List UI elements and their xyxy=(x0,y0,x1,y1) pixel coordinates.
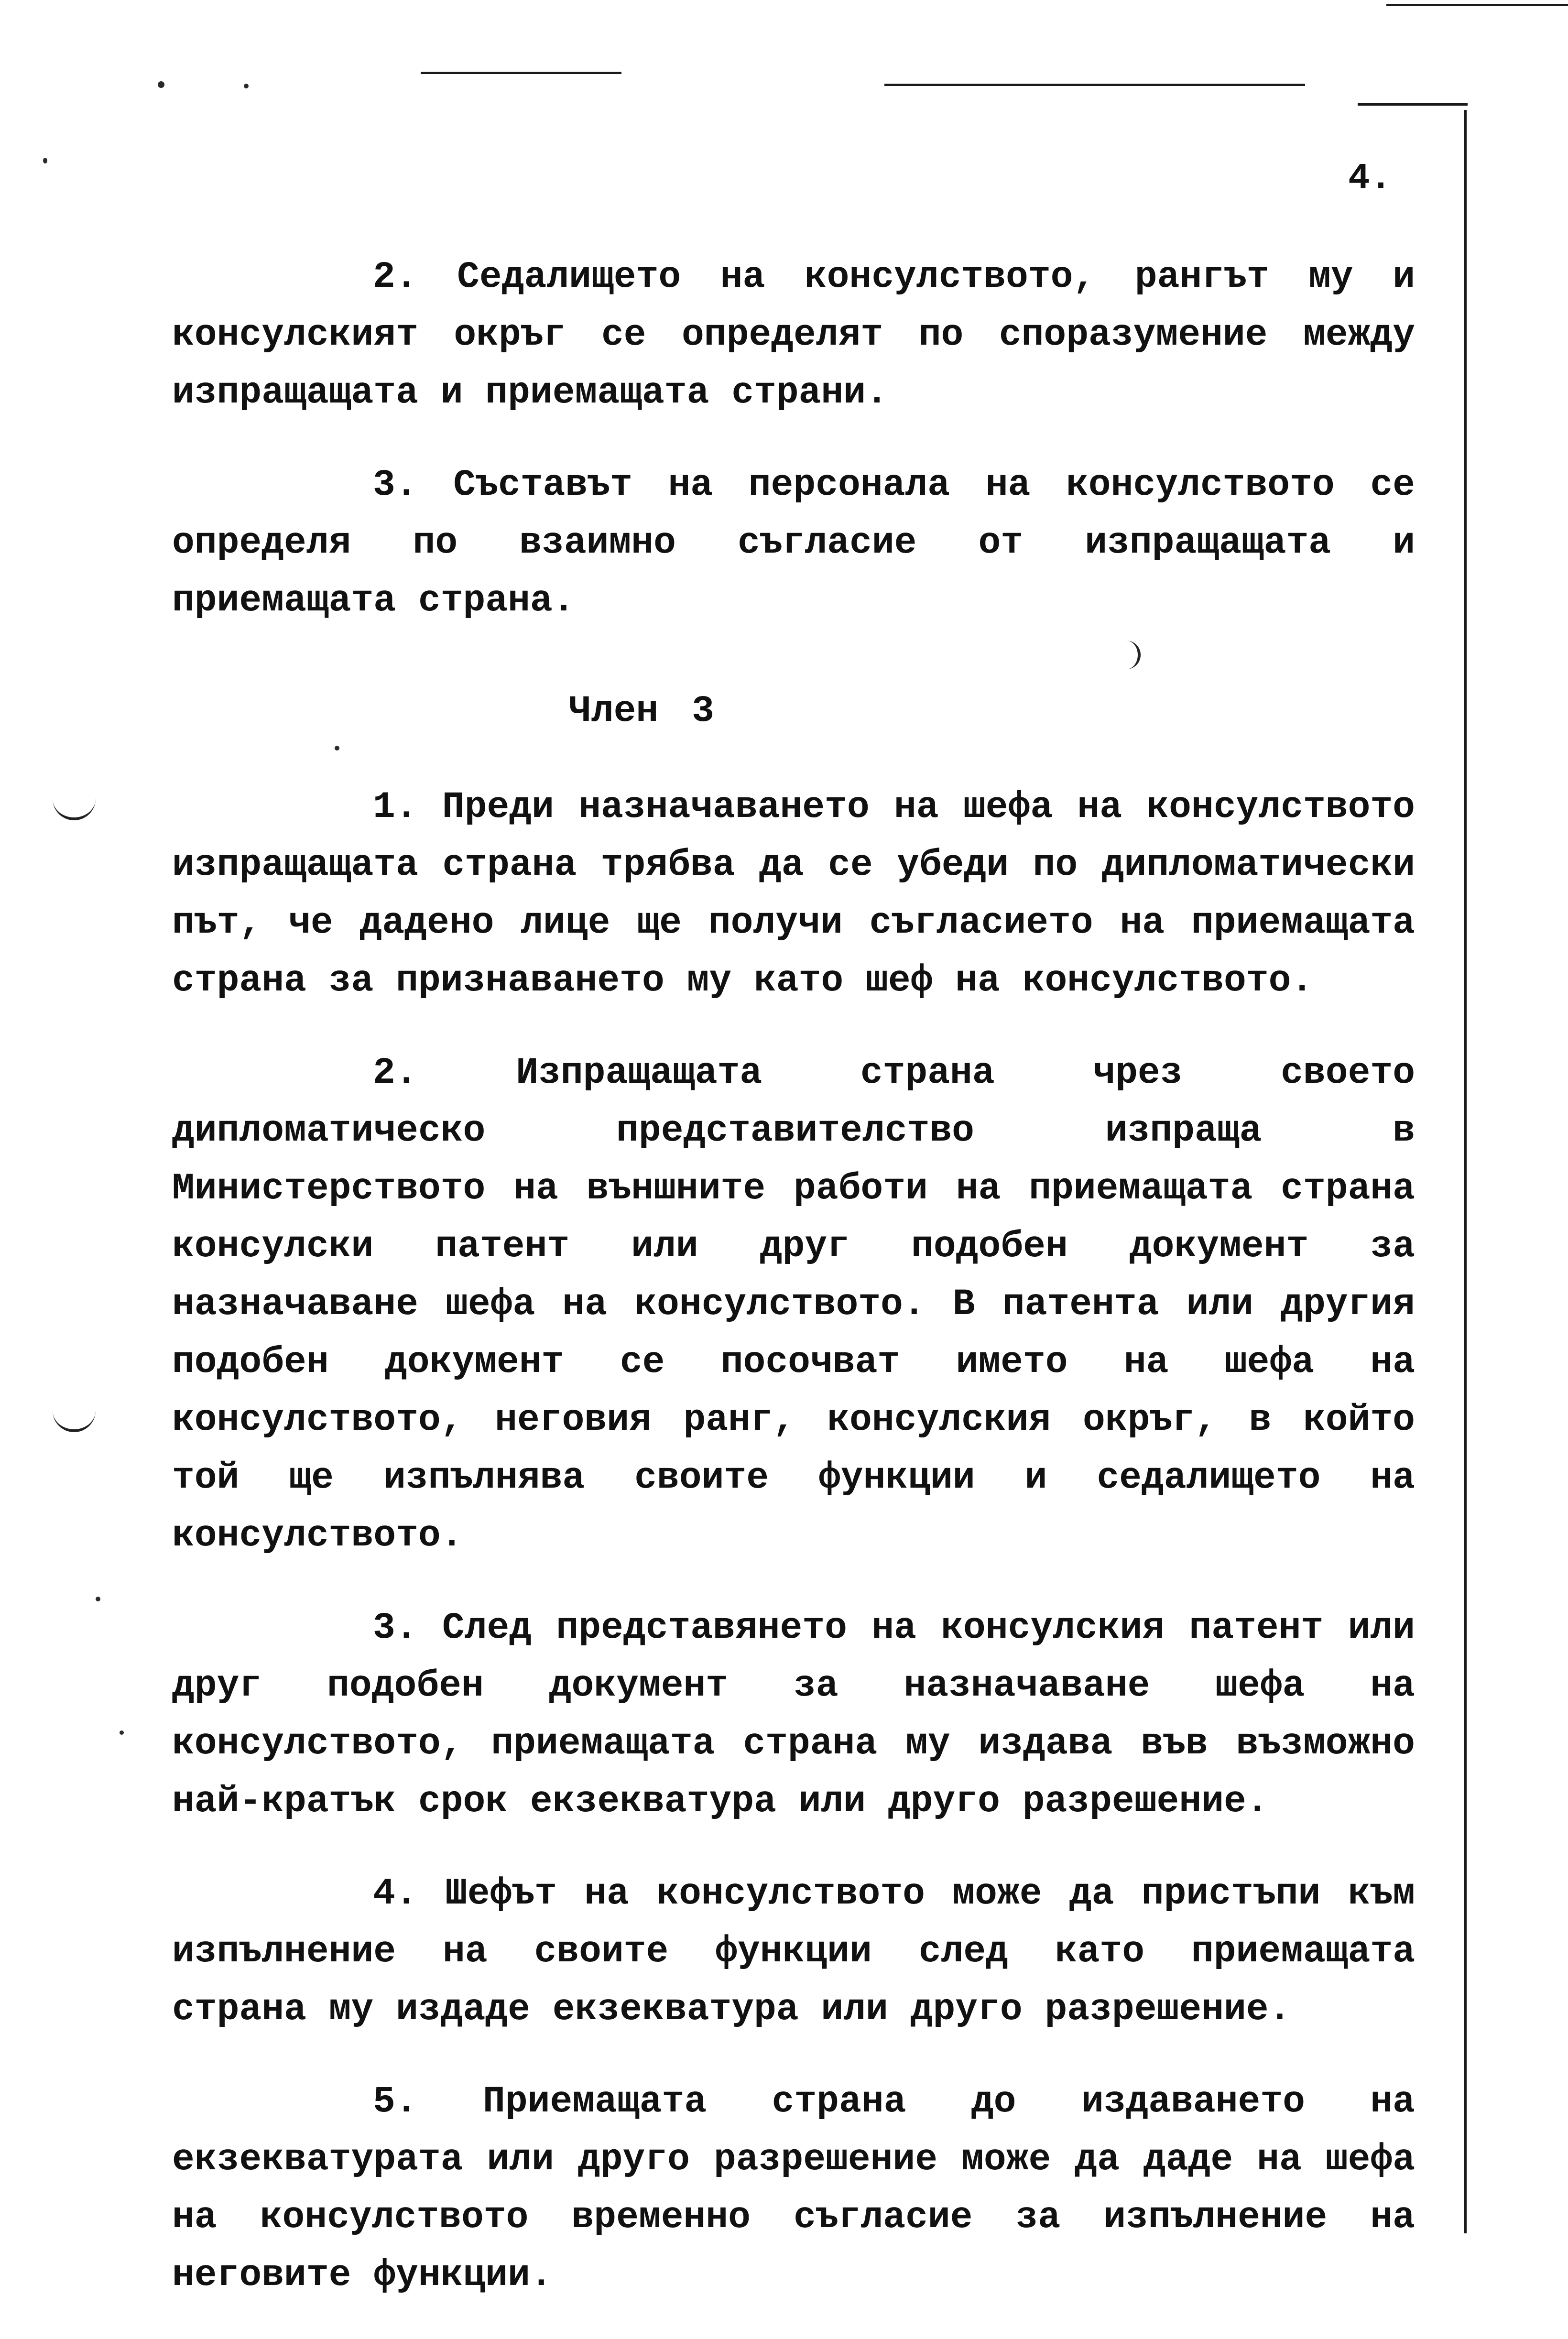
pencil-mark xyxy=(53,794,96,820)
article-3-paragraph-2: 2. Изпращащата страна чрез своето дипломатическо представителство изпраща в Министерството на външните работи на приемащата страна консулски патент или друг подобен документ за назначаване шефа на консулството. В патента или другия подобен документ се посочват името на шефа на консулството, неговия ранг, консулския окръг, в който той ще изпълнява своите функции и седалището на консулството. xyxy=(172,1052,1415,1557)
article-3-paragraph-1: 1. Преди назначаването на шефа на консулството изпращащата страна трябва да се убеди по дипломатически път, че дадено лице ще получи съгласието на приемащата страна за признаването му като шеф на консулството. xyxy=(172,786,1415,1002)
scan-speck xyxy=(43,158,47,163)
document-body xyxy=(172,249,1415,2339)
scan-edge-top-right xyxy=(1386,4,1568,6)
article-number: 3 xyxy=(692,690,715,732)
page-number: 4. xyxy=(1348,158,1392,199)
pencil-mark xyxy=(53,1405,96,1432)
scan-speck xyxy=(158,81,164,88)
article-3-paragraph-5: 5. Приемащата страна до издаването на екзекватурата или друго разрешение може да даде на шефа на консулството временно съгласие за изпълнение на неговите функции. xyxy=(172,2081,1415,2296)
scan-edge-top-1 xyxy=(421,72,621,74)
scan-speck xyxy=(244,84,249,88)
article-3-paragraph-3: 3. След представянето на консулския патент или друг подобен документ за назначаване шефа на консулството, приемащата страна му издава във възможно най-кратък срок екзекватура или друго разрешение. xyxy=(172,1607,1415,1823)
article-2-paragraph-3: 3. Съставът на персонала на консулството се определя по взаимно съгласие от изпращащата и приемащата страна. xyxy=(172,464,1415,622)
scan-edge-top-2 xyxy=(884,84,1305,86)
article-3-paragraph-4: 4. Шефът на консулството може да пристъпи към изпълнение на своите функции след като приемащата страна му издаде екзекватура или друго разрешение. xyxy=(172,1873,1415,2031)
scan-speck xyxy=(120,1730,124,1735)
article-2-paragraph-2: 2. Седалището на консулството, рангът му и консулският окръг се определят по споразумение между изпращащата и приемащата страни. xyxy=(172,256,1415,414)
article-3-heading xyxy=(172,683,1415,740)
scan-edge-top-3 xyxy=(1358,103,1468,106)
article-label: Член xyxy=(569,690,659,732)
scan-edge-right xyxy=(1464,110,1467,2233)
scan-speck xyxy=(96,1597,100,1601)
